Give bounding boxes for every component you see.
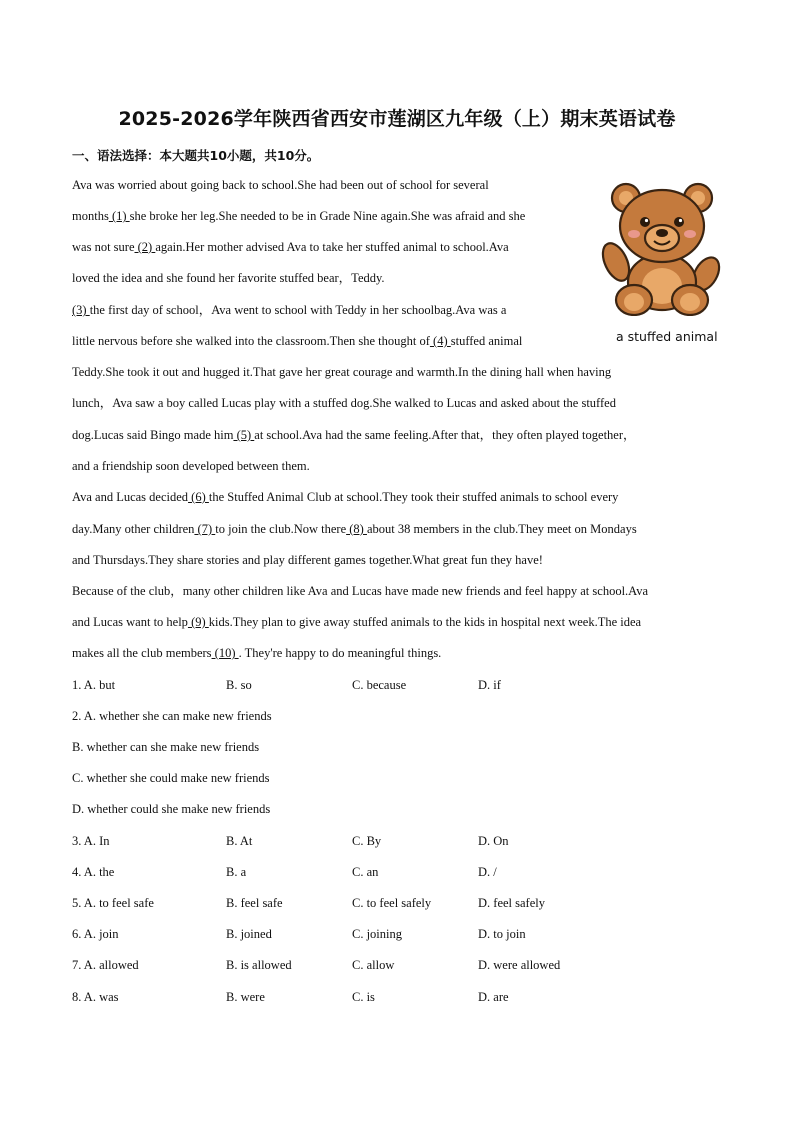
passage-text: Ava and Lucas decided — [72, 490, 189, 504]
option-1c: C. because — [352, 678, 407, 692]
passage-line: Ava was worried about going back to school.She had been out of school for several — [72, 178, 489, 192]
passage-text: kids.They plan to give away stuffed animals to the kids in hospital next week.The idea — [208, 615, 642, 629]
option-3a: 3. A. In — [72, 834, 110, 848]
section-heading: 一、语法选择：本大题共10小题，共10分。 — [72, 148, 320, 163]
passage-line — [72, 302, 506, 318]
passage-text: the first day of school，Ava went to school with Teddy in her schoolbag.Ava was a — [89, 303, 507, 317]
option-7a: 7. A. allowed — [72, 958, 139, 972]
passage-line: Because of the club，many other children like Ava and Lucas have made new friends and feel happy at school.Ava — [72, 584, 649, 598]
passage-text: day.Many other children — [72, 522, 195, 536]
option-6a: 6. A. join — [72, 927, 119, 941]
passage-text: was not sure — [72, 240, 135, 254]
option-8b: B. were — [226, 990, 265, 1004]
blank-6: (6) — [188, 490, 209, 504]
blank-4: (4) — [429, 334, 451, 348]
option-4c: C. an — [352, 865, 379, 879]
passage-line — [72, 645, 441, 661]
option-2a: 2. A. whether she can make new friends — [72, 709, 272, 723]
passage-text: stuffed animal — [450, 334, 523, 348]
passage-line: loved the idea and she found her favorite stuffed bear，Teddy. — [72, 271, 385, 285]
option-2b: B. whether can she make new friends — [72, 740, 260, 754]
blank-7: (7) — [194, 522, 216, 536]
option-3c: C. By — [352, 834, 382, 848]
passage-text: makes all the club members — [72, 646, 212, 660]
teddy-bear-image — [600, 176, 724, 316]
option-1a: 1. A. but — [72, 678, 116, 692]
blank-1: (1) — [108, 209, 130, 223]
option-7b: B. is allowed — [226, 958, 292, 972]
option-8c: C. is — [352, 990, 375, 1004]
option-5b: B. feel safe — [226, 896, 283, 910]
option-3d: D. On — [478, 834, 509, 848]
passage-line — [72, 333, 522, 349]
blank-8: (8) — [346, 522, 367, 536]
passage-text: . They're happy to do meaningful things. — [238, 646, 442, 660]
option-8d: D. are — [478, 990, 509, 1004]
blank-5: (5) — [233, 428, 255, 442]
option-6c: C. joining — [352, 927, 403, 941]
option-2c: C. whether she could make new friends — [72, 771, 270, 785]
passage-line — [72, 614, 641, 630]
option-4d: D. / — [478, 865, 497, 879]
option-1d: D. if — [478, 678, 501, 692]
passage-text: the Stuffed Animal Club at school.They took their stuffed animals to school every — [208, 490, 619, 504]
option-1b: B. so — [226, 678, 252, 692]
passage-line: lunch，Ava saw a boy called Lucas play with a stuffed dog.She walked to Lucas and asked about the stuffed — [72, 396, 616, 410]
passage-text: again.Her mother advised Ava to take her stuffed animal to school.Ava — [155, 240, 509, 254]
passage-text: dog.Lucas said Bingo made him — [72, 428, 234, 442]
option-6d: D. to join — [478, 927, 526, 941]
passage-text: she broke her leg.She needed to be in Grade Nine again.She was afraid and she — [129, 209, 526, 223]
passage-text: about 38 members in the club.They meet on Mondays — [366, 522, 637, 536]
option-6b: B. joined — [226, 927, 272, 941]
passage-text: and Lucas want to help — [72, 615, 188, 629]
passage-line — [72, 427, 636, 443]
exam-title: 2025-2026学年陕西省西安市莲湖区九年级（上）期末英语试卷 — [118, 108, 676, 130]
passage-line: and Thursdays.They share stories and play different games together.What great fun they have! — [72, 553, 543, 567]
option-8a: 8. A. was — [72, 990, 119, 1004]
option-7c: C. allow — [352, 958, 395, 972]
option-7d: D. were allowed — [478, 958, 561, 972]
option-5c: C. to feel safely — [352, 896, 432, 910]
option-3b: B. At — [226, 834, 253, 848]
passage-text: little nervous before she walked into the classroom.Then she thought of — [72, 334, 430, 348]
blank-9: (9) — [187, 615, 209, 629]
blank-3: (3) — [72, 303, 90, 317]
passage-line: and a friendship soon developed between them. — [72, 459, 310, 473]
option-4b: B. a — [226, 865, 247, 879]
passage-line — [72, 489, 618, 505]
blank-2: (2) — [134, 240, 156, 254]
blank-10: (10) — [211, 646, 239, 660]
passage-line: Teddy.She took it out and hugged it.That gave her great courage and warmth.In the dining hall when having — [72, 365, 612, 379]
image-caption: a stuffed animal — [616, 329, 718, 344]
passage-line — [72, 239, 509, 255]
option-5a: 5. A. to feel safe — [72, 896, 154, 910]
passage-text: at school.Ava had the same feeling.After that，they often played together， — [254, 428, 636, 442]
option-2d: D. whether could she make new friends — [72, 802, 271, 816]
passage-line — [72, 521, 637, 537]
passage-text: months — [72, 209, 109, 223]
passage-line — [72, 208, 525, 224]
option-5d: D. feel safely — [478, 896, 545, 910]
option-4a: 4. A. the — [72, 865, 115, 879]
passage-text: to join the club.Now there — [215, 522, 347, 536]
